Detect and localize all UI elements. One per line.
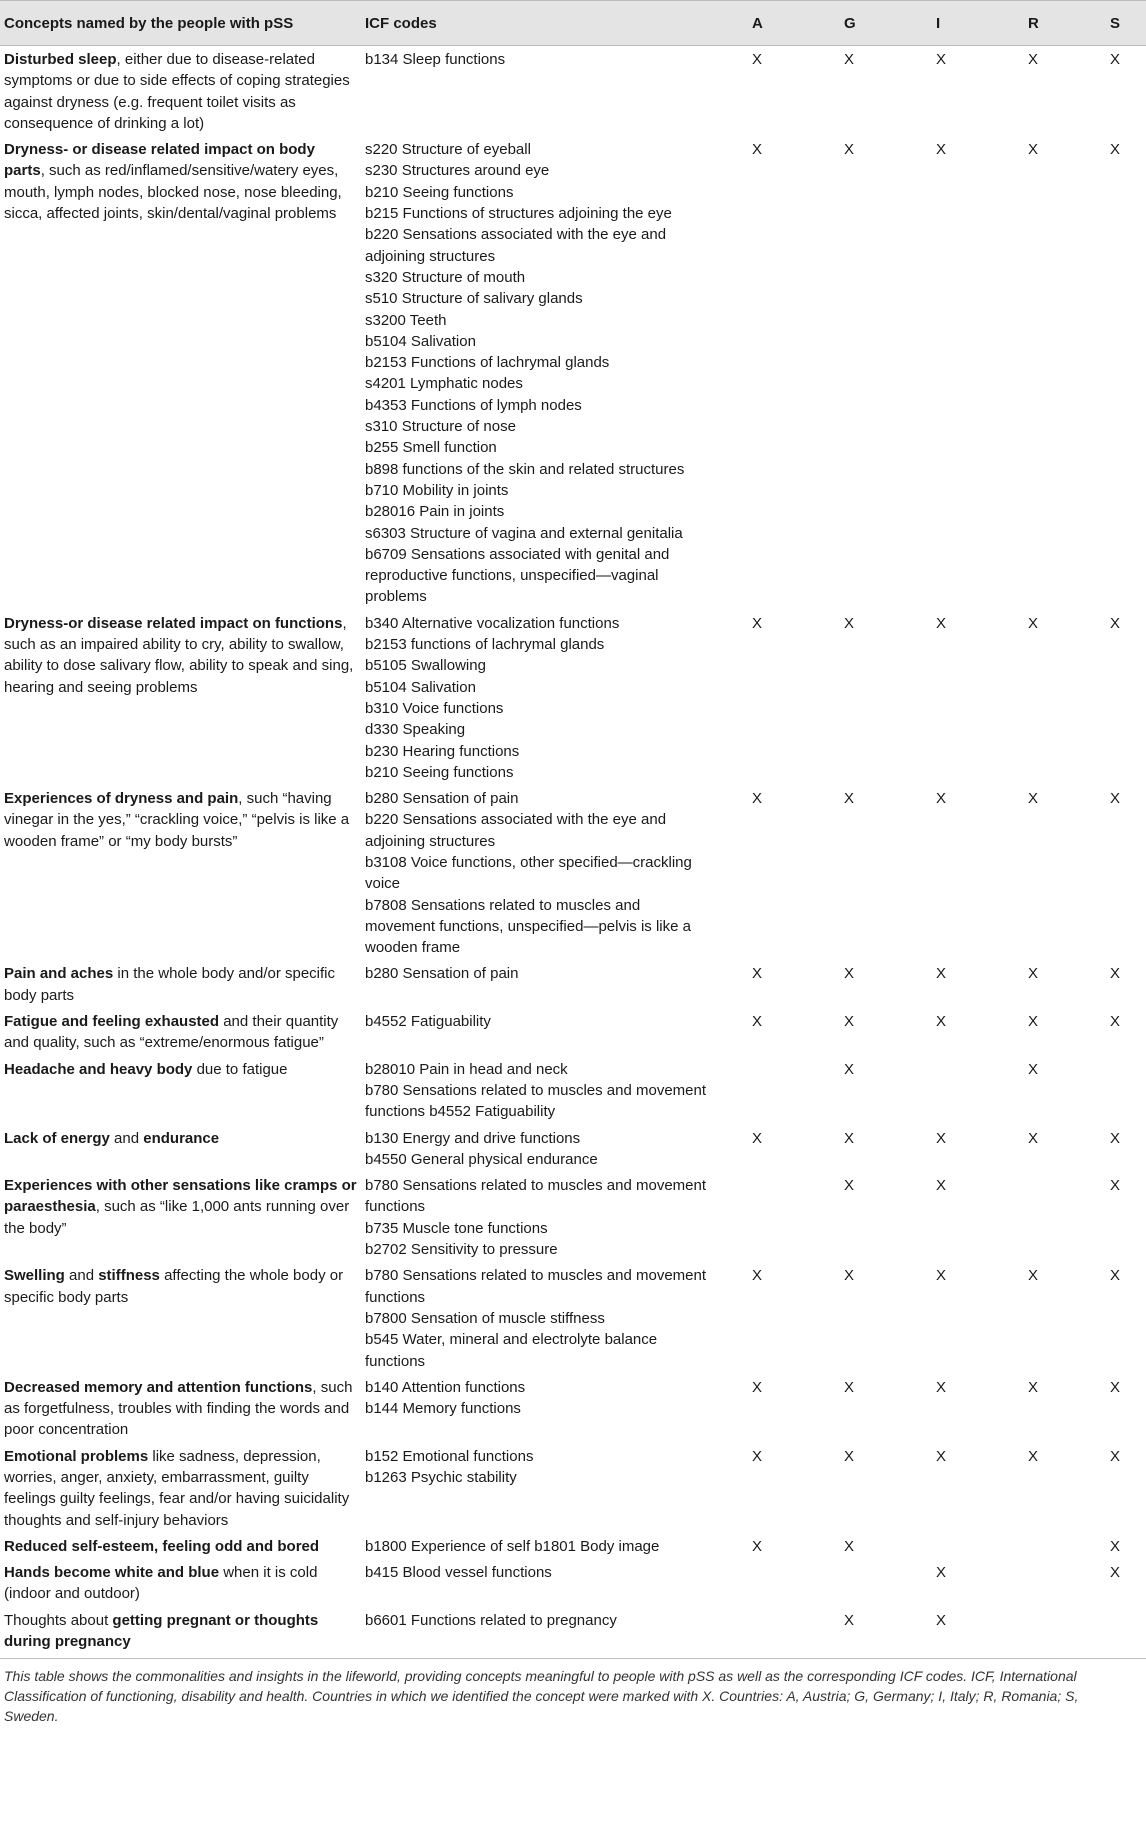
country-mark-a: X — [752, 51, 763, 68]
icf-code: b2153 Functions of lachrymal glands — [365, 354, 610, 372]
country-mark-i: X — [936, 1447, 947, 1465]
country-mark-a: X — [752, 965, 763, 983]
country-mark-g: X — [844, 1537, 855, 1555]
icf-code: s320 Structure of mouth — [365, 268, 526, 286]
icf-code: b280 Sensation of pain — [365, 790, 519, 808]
icf-code: s230 Structures around eye — [365, 162, 550, 180]
concept-description: and — [64, 1267, 99, 1285]
country-mark-s: X — [1110, 1378, 1121, 1396]
concept-name: Dryness-or disease related impact on functions — [4, 614, 343, 632]
icf-codes-cell — [361, 1262, 716, 1373]
icf-code: b134 Sleep functions — [365, 51, 506, 68]
icf-codes-cell — [361, 136, 716, 610]
icf-code: b255 Smell function — [365, 439, 497, 457]
table-row — [0, 1559, 1146, 1607]
icf-code: b220 Sensations associated with the eye and adjoining structures — [365, 811, 667, 850]
country-mark-i: X — [936, 1177, 947, 1195]
icf-code: b340 Alternative vocalization functions — [365, 614, 620, 632]
concept-cell — [0, 610, 361, 785]
icf-code: b7800 Sensation of muscle stiffness — [365, 1309, 605, 1327]
country-mark-r — [992, 1559, 1084, 1607]
icf-code: b545 Water, mineral and electrolyte balance functions — [365, 1331, 658, 1370]
icf-code: b215 Functions of structures adjoining the eye — [365, 205, 672, 223]
icf-code: s4201 Lymphatic nodes — [365, 375, 523, 393]
country-mark-a: X — [752, 1537, 763, 1555]
country-mark-a: X — [752, 1013, 763, 1031]
country-mark-a — [716, 1056, 808, 1125]
country-mark-a — [716, 1607, 808, 1659]
country-mark-s: X — [1110, 965, 1121, 983]
concept-description: and their quantity and quality, such as “extreme/enormous fatigue” — [4, 1013, 339, 1052]
header-country-r: R — [992, 1, 1084, 46]
icf-code: b130 Energy and drive functions — [365, 1129, 581, 1147]
icf-code: b4550 General physical endurance — [365, 1150, 598, 1168]
table-row — [0, 610, 1146, 785]
country-mark-r — [992, 1533, 1084, 1559]
country-mark-a: X — [752, 1129, 763, 1147]
icf-code: b780 Sensations related to muscles and movement functions — [365, 1177, 707, 1216]
table-row — [0, 1125, 1146, 1173]
icf-code: b28016 Pain in joints — [365, 503, 505, 521]
country-mark-r: X — [1028, 965, 1039, 983]
country-mark-s: X — [1110, 1129, 1121, 1147]
country-mark-r: X — [1028, 1013, 1039, 1031]
country-mark-s: X — [1110, 1177, 1121, 1195]
concept-description: when it is cold (indoor and outdoor) — [4, 1564, 318, 1603]
country-mark-g: X — [844, 614, 855, 632]
header-country-i: I — [900, 1, 992, 46]
concept-name: Experiences with other sensations like cramps or paraesthesia — [4, 1177, 357, 1216]
country-mark-r — [992, 1172, 1084, 1262]
country-mark-g: X — [844, 790, 855, 808]
icf-codes-cell — [361, 1533, 716, 1559]
country-mark-a: X — [752, 790, 763, 808]
concept-description: and — [109, 1129, 144, 1147]
concept-cell — [0, 1443, 361, 1533]
country-mark-r: X — [1028, 1378, 1039, 1396]
concept-description: in the whole body and/or specific body parts — [4, 965, 336, 1004]
table-body — [0, 46, 1146, 1659]
icf-code: b2153 functions of lachrymal glands — [365, 636, 605, 654]
country-mark-i: X — [936, 1129, 947, 1147]
icf-code: b140 Attention functions — [365, 1378, 526, 1396]
icf-code: b6601 Functions related to pregnancy — [365, 1611, 617, 1629]
concept-name: Emotional problems — [4, 1447, 149, 1465]
country-mark-r: X — [1028, 614, 1039, 632]
country-mark-i — [900, 1533, 992, 1559]
country-mark-s: X — [1110, 614, 1121, 632]
concept-name: Fatigue and feeling exhausted — [4, 1013, 220, 1031]
icf-code: b5104 Salivation — [365, 678, 476, 696]
country-mark-i — [900, 1056, 992, 1125]
icf-code: b210 Seeing functions — [365, 183, 514, 201]
country-mark-a: X — [752, 1447, 763, 1465]
icf-code: b5104 Salivation — [365, 332, 476, 350]
concept-cell — [0, 1056, 361, 1125]
table-row — [0, 1443, 1146, 1533]
table-row — [0, 1056, 1146, 1125]
country-mark-r: X — [1028, 1060, 1039, 1078]
country-mark-r: X — [1028, 790, 1039, 808]
concept-name: Experiences of dryness and pain — [4, 790, 239, 808]
country-mark-g: X — [844, 1267, 855, 1285]
table-row — [0, 1172, 1146, 1262]
country-mark-g: X — [844, 1013, 855, 1031]
concept-description: , either due to disease-related symptoms or due to side effects of coping strategies against dryness (e.g. frequent toilet visits as consequence of drinking a lot) — [4, 51, 350, 132]
concept-description: affecting the whole body or specific body parts — [4, 1267, 344, 1306]
icf-code: b6709 Sensations associated with genital and reproductive functions, unspecified—vaginal problems — [365, 545, 670, 606]
icf-code: b898 functions of the skin and related structures — [365, 460, 685, 478]
country-mark-a: X — [752, 1378, 763, 1396]
icf-code: s6303 Structure of vagina and external genitalia — [365, 524, 683, 542]
country-mark-i: X — [936, 1564, 947, 1582]
concept-cell — [0, 1125, 361, 1173]
icf-code: b280 Sensation of pain — [365, 965, 519, 983]
icf-codes-cell — [361, 1056, 716, 1125]
icf-code: s310 Structure of nose — [365, 418, 516, 436]
country-mark-s: X — [1110, 1447, 1121, 1465]
icf-code: b3108 Voice functions, other specified—crackling voice — [365, 853, 692, 893]
icf-codes-cell — [361, 1125, 716, 1173]
country-mark-i: X — [936, 1013, 947, 1031]
table-row — [0, 1262, 1146, 1373]
concept-cell — [0, 1008, 361, 1056]
concept-description: like sadness, depression, worries, anger, anxiety, embarrassment, guilty feelings guilty feelings, fear and/or having suicidality thoughts and self-injury behaviors — [4, 1447, 350, 1529]
country-mark-r — [992, 1607, 1084, 1659]
icf-code: b230 Hearing functions — [365, 742, 520, 760]
country-mark-g: X — [844, 141, 855, 159]
icf-code: s510 Structure of salivary glands — [365, 290, 583, 308]
icf-codes-cell — [361, 610, 716, 785]
concept-cell — [0, 785, 361, 960]
table-row — [0, 1533, 1146, 1559]
country-mark-i: X — [936, 614, 947, 632]
icf-code: b2702 Sensitivity to pressure — [365, 1241, 558, 1259]
concept-cell — [0, 1172, 361, 1262]
icf-code: b4353 Functions of lymph nodes — [365, 396, 582, 414]
icf-code: b415 Blood vessel functions — [365, 1564, 552, 1582]
concept-name: getting pregnant or thoughts during pregnancy — [4, 1611, 319, 1651]
icf-code: b144 Memory functions — [365, 1400, 521, 1418]
concept-cell — [0, 1374, 361, 1443]
icf-code: b780 Sensations related to muscles and movement functions — [365, 1267, 707, 1306]
table-row — [0, 785, 1146, 960]
country-mark-s: X — [1110, 790, 1121, 808]
icf-code: b310 Voice functions — [365, 699, 504, 717]
concept-description: due to fatigue — [192, 1060, 288, 1078]
country-mark-g: X — [844, 1447, 855, 1465]
country-mark-g: X — [844, 1060, 855, 1078]
header-country-a: A — [716, 1, 808, 46]
header-country-s: S — [1084, 1, 1146, 46]
table-row — [0, 1374, 1146, 1443]
concept-cell — [0, 1262, 361, 1373]
country-mark-i: X — [900, 1607, 992, 1659]
concept-cell — [0, 1533, 361, 1559]
concept-name: Lack of energy — [4, 1129, 110, 1147]
concept-description: , such “having vinegar in the yes,” “crackling voice,” “pelvis is like a wooden frame” or “my body bursts” — [4, 790, 350, 850]
header-icf-codes: ICF codes — [361, 1, 716, 46]
concept-name: Disturbed sleep — [4, 51, 117, 68]
icf-codes-cell — [361, 1559, 716, 1607]
concept-description: , such as forgetfulness, troubles with finding the words and poor concentration — [4, 1378, 353, 1439]
icf-code: b780 Sensations related to muscles and movement functions b4552 Fatiguability — [365, 1081, 707, 1121]
country-mark-s: X — [1110, 51, 1121, 68]
country-mark-g: X — [844, 965, 855, 983]
country-mark-g: X — [844, 51, 855, 68]
table-header-row — [0, 1, 1146, 46]
concept-description: , such as an impaired ability to cry, ability to swallow, ability to dose salivary flow, ability to speak and sing, hearing and seeing problems — [4, 614, 354, 696]
table-row — [0, 1607, 1146, 1659]
concept-cell — [0, 46, 361, 137]
icf-code: d330 Speaking — [365, 721, 466, 739]
table-row — [0, 46, 1146, 137]
icf-code: b28010 Pain in head and neck — [365, 1060, 568, 1078]
country-mark-r: X — [1028, 141, 1039, 159]
concept-name: Decreased memory and attention functions — [4, 1378, 313, 1396]
icf-codes-cell — [361, 1172, 716, 1262]
concept-description: Thoughts about — [4, 1611, 113, 1629]
country-mark-i: X — [936, 965, 947, 983]
concept-cell — [0, 1559, 361, 1607]
icf-code: b4552 Fatiguability — [365, 1013, 491, 1031]
icf-codes-cell — [361, 960, 716, 1008]
concept-description: , such as red/inflamed/sensitive/watery eyes, mouth, lymph nodes, blocked nose, nose bleeding, sicca, affected joints, skin/dental/vaginal problems — [4, 162, 342, 223]
concept-cell — [0, 1607, 361, 1659]
concept-name: stiffness — [98, 1267, 160, 1285]
table-row — [0, 1008, 1146, 1056]
concept-name: Swelling — [4, 1267, 65, 1285]
icf-codes-cell — [361, 1008, 716, 1056]
icf-codes-cell — [361, 46, 716, 137]
icf-codes-cell — [361, 1374, 716, 1443]
country-mark-s: X — [1110, 1267, 1121, 1285]
icf-code: b710 Mobility in joints — [365, 481, 509, 499]
concept-cell — [0, 960, 361, 1008]
country-mark-s: X — [1110, 1537, 1121, 1555]
country-mark-a — [716, 1559, 808, 1607]
country-mark-s — [1084, 1607, 1146, 1659]
country-mark-g — [808, 1559, 900, 1607]
icf-code: b152 Emotional functions — [365, 1447, 534, 1465]
header-country-g: G — [808, 1, 900, 46]
country-mark-r: X — [1028, 1447, 1039, 1465]
table-row — [0, 136, 1146, 610]
country-mark-r: X — [1028, 1129, 1039, 1147]
country-mark-s: X — [1110, 1013, 1121, 1031]
icf-code: s3200 Teeth — [365, 311, 447, 329]
icf-code: b210 Seeing functions — [365, 763, 514, 781]
country-mark-i: X — [936, 790, 947, 808]
icf-code: b735 Muscle tone functions — [365, 1219, 548, 1237]
icf-code: b5105 Swallowing — [365, 657, 486, 675]
concept-name: Dryness- or disease related impact on body parts — [4, 141, 315, 180]
country-mark-r: X — [1028, 51, 1039, 68]
icf-codes-cell — [361, 1443, 716, 1533]
country-mark-a: X — [752, 141, 763, 159]
country-mark-g: X — [808, 1607, 900, 1659]
country-mark-s: X — [1110, 1564, 1121, 1582]
concept-name: Reduced self-esteem, feeling odd and bored — [4, 1537, 320, 1555]
icf-code: s220 Structure of eyeball — [365, 141, 531, 159]
icf-codes-cell — [361, 785, 716, 960]
country-mark-s — [1084, 1056, 1146, 1125]
table-row — [0, 960, 1146, 1008]
country-mark-i: X — [936, 51, 947, 68]
concept-cell — [0, 136, 361, 610]
concept-name: Headache and heavy body — [4, 1060, 193, 1078]
concept-name: endurance — [143, 1129, 220, 1147]
country-mark-i: X — [936, 141, 947, 159]
icf-codes-cell — [361, 1607, 716, 1659]
country-mark-g: X — [844, 1177, 855, 1195]
icf-code: b220 Sensations associated with the eye and adjoining structures — [365, 226, 667, 265]
concept-name: Hands become white and blue — [4, 1564, 220, 1582]
country-mark-a: X — [752, 1267, 763, 1285]
concept-description: , such as “like 1,000 ants running over the body” — [4, 1198, 350, 1237]
table-footnote: This table shows the commonalities and insights in the lifeworld, providing concepts meaningful to people with pSS as well as the corresponding ICF codes. ICF, International Classification of functioning, disability and health. Countries in which we identified the concept were marked with X. Countries: A, Austria; G, Germany; I, Italy; R, Romania; S, Sweden. — [4, 1668, 1079, 1725]
concept-name: Pain and aches — [4, 965, 114, 983]
country-mark-a: X — [752, 614, 763, 632]
country-mark-s: X — [1110, 141, 1121, 159]
icf-code: b7808 Sensations related to muscles and movement functions, unspecified—pelvis is like a wooden frame — [365, 896, 691, 957]
country-mark-a — [716, 1172, 808, 1262]
header-concepts: Concepts named by the people with pSS — [0, 1, 361, 46]
country-mark-i: X — [936, 1267, 947, 1285]
icf-code: b1800 Experience of self b1801 Body image — [365, 1537, 660, 1555]
icf-code: b1263 Psychic stability — [365, 1469, 517, 1486]
country-mark-g: X — [844, 1129, 855, 1147]
country-mark-r: X — [1028, 1267, 1039, 1285]
country-mark-g: X — [844, 1378, 855, 1396]
country-mark-i: X — [936, 1378, 947, 1396]
